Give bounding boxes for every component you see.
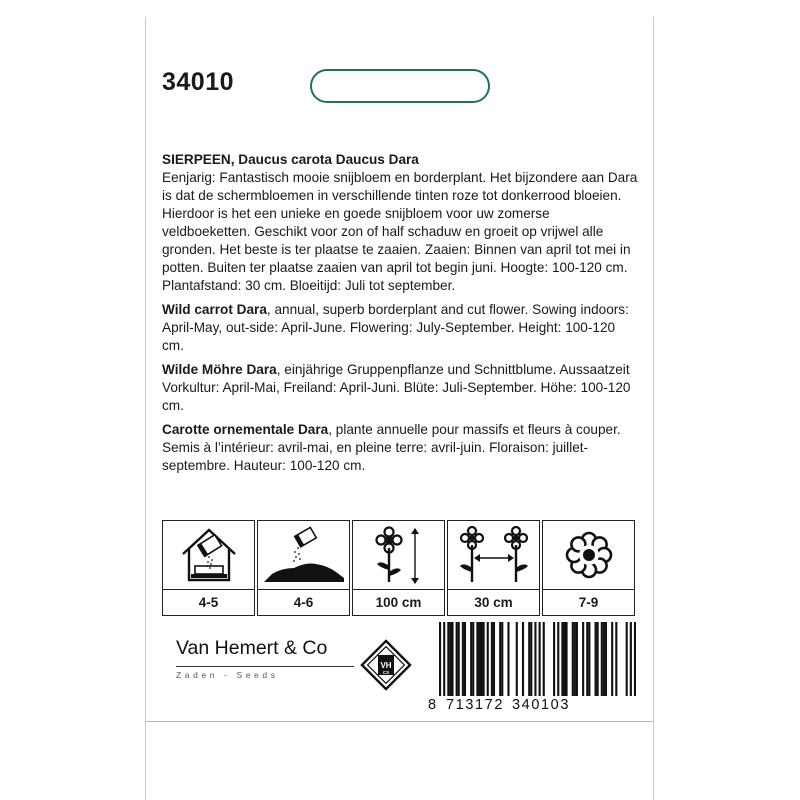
barcode-bar (478, 622, 480, 696)
ean-barcode (428, 622, 636, 714)
barcode-bar (605, 622, 607, 696)
barcode-bar (491, 622, 493, 696)
barcode-bar (516, 622, 518, 696)
barcode-bar (565, 622, 567, 696)
barcode-bar (586, 622, 588, 696)
barcode-bar (597, 622, 599, 696)
barcode-bar (530, 622, 532, 696)
barcode-bar (501, 622, 503, 696)
barcode-bar (480, 622, 482, 696)
plant-height-box (352, 520, 445, 616)
barcode-bar (582, 622, 584, 696)
outdoor-sowing-months: 4-6 (293, 595, 314, 610)
product-code: 34010 (162, 68, 235, 96)
description-text: Eenjarig: Fantastisch mooie snijbloem en borderplant. Het bijzondere aan Dara is dat de schermbloemen in verschillende tinten roze tot donkerrood bloeien. Hierdoor is het een unieke en goede snijbloem voor uw zomerse veldboeketten. Geschikt voor zon of half schaduw en groeit op vrijwel alle gronden. Het beste is ter plaatse te zaaien. Zaaien: Binnen van april tot mei in potten. Buiten ter plaatse zaaien van april tot begin juni. Hoogte: 100-120 cm. Plantafstand: 30 cm. Bloeitijd: Juli tot september. (162, 170, 638, 293)
barcode-bar (476, 622, 478, 696)
barcode-lead-digit: 8 (428, 697, 438, 713)
brand-name: Van Hemert & Co (176, 637, 328, 659)
plant-height-value: 100 cm (375, 595, 422, 610)
plant-spacing-value: 30 cm (474, 595, 513, 610)
barcode-bar (483, 622, 485, 696)
indoor-sowing-icon (169, 524, 249, 586)
barcode-bar (487, 622, 489, 696)
flowering-icon (554, 524, 624, 586)
barcode-bar (561, 622, 563, 696)
flowering-months: 7-9 (578, 595, 599, 610)
brand-tagline: Zaden - Seeds (176, 670, 279, 680)
description-text: , einjährige Gruppenpflanze und Schnittblume. Aussaatzeit Vorkultur: April-Mai, Freiland: April-Juni. Blüte: Juli-September. Höhe: 100-120 cm. (162, 362, 631, 413)
seed-packet-back (145, 17, 654, 800)
description-text: , plante annuelle pour massifs et fleurs à couper. Semis à l’intérieur: avril-mai, en pleine terre: avril-juin. Floraison: juillet-septembre. Hauteur: 100-120 cm. (162, 422, 621, 473)
description-title: Carotte ornementale Dara (162, 422, 329, 437)
barcode-bar (615, 622, 617, 696)
barcode-bar (447, 622, 449, 696)
flowering-box (542, 520, 635, 616)
description-french (162, 421, 640, 475)
description-english (162, 301, 640, 355)
barcode-bar (595, 622, 597, 696)
flap-fold-line (146, 721, 653, 722)
outdoor-sowing-box (257, 520, 350, 616)
barcode-group-1: 713172 (446, 697, 504, 713)
barcode-bar (451, 622, 453, 696)
barcode-bar (576, 622, 578, 696)
description-title: SIERPEEN, Daucus carota Daucus Dara (162, 152, 419, 167)
barcode-bar (464, 622, 466, 696)
barcode-bar (472, 622, 474, 696)
barcode-bar (528, 622, 530, 696)
barcode-number (428, 696, 636, 714)
plant-height-icon (359, 524, 439, 586)
indoor-sowing-box (162, 520, 255, 616)
barcode-bar (611, 622, 613, 696)
quality-seal-icon (360, 639, 412, 691)
svg-text:CS: CS (382, 670, 390, 675)
hang-hole (310, 69, 490, 103)
indoor-sowing-months: 4-5 (198, 595, 219, 610)
barcode-bar (563, 622, 565, 696)
description-block (162, 151, 640, 481)
barcode-bar (456, 622, 458, 696)
barcode-bar (557, 622, 559, 696)
barcode-bar (574, 622, 576, 696)
barcode-bar (626, 622, 628, 696)
barcode-bar (470, 622, 472, 696)
barcode-bar (499, 622, 501, 696)
plant-spacing-box (447, 520, 540, 616)
barcode-bar (601, 622, 603, 696)
barcode-group-2: 340103 (512, 697, 570, 713)
barcode-bar (588, 622, 590, 696)
outdoor-sowing-icon (262, 524, 346, 586)
barcode-bar (449, 622, 451, 696)
description-text: , annual, superb borderplant and cut flower. Sowing indoors: April-May, out-side: April-June. Flowering: July-September. Height: 100-120 cm. (162, 302, 629, 353)
brand-divider (176, 666, 354, 667)
cultivation-icons (162, 520, 637, 616)
description-german (162, 361, 640, 415)
barcode-bar (507, 622, 509, 696)
barcode-bar (493, 622, 495, 696)
brand-logo (176, 637, 356, 697)
description-title: Wild carrot Dara (162, 302, 267, 317)
barcode-bar (572, 622, 574, 696)
barcode-bar (522, 622, 524, 696)
description-dutch (162, 151, 640, 295)
barcode-bar (462, 622, 464, 696)
barcode-bar (458, 622, 460, 696)
svg-text:VH: VH (380, 661, 392, 670)
barcode-bar (543, 622, 545, 696)
barcode-bar (553, 622, 555, 696)
plant-spacing-icon (452, 524, 536, 586)
barcode-bar (603, 622, 605, 696)
description-title: Wilde Möhre Dara (162, 362, 277, 377)
